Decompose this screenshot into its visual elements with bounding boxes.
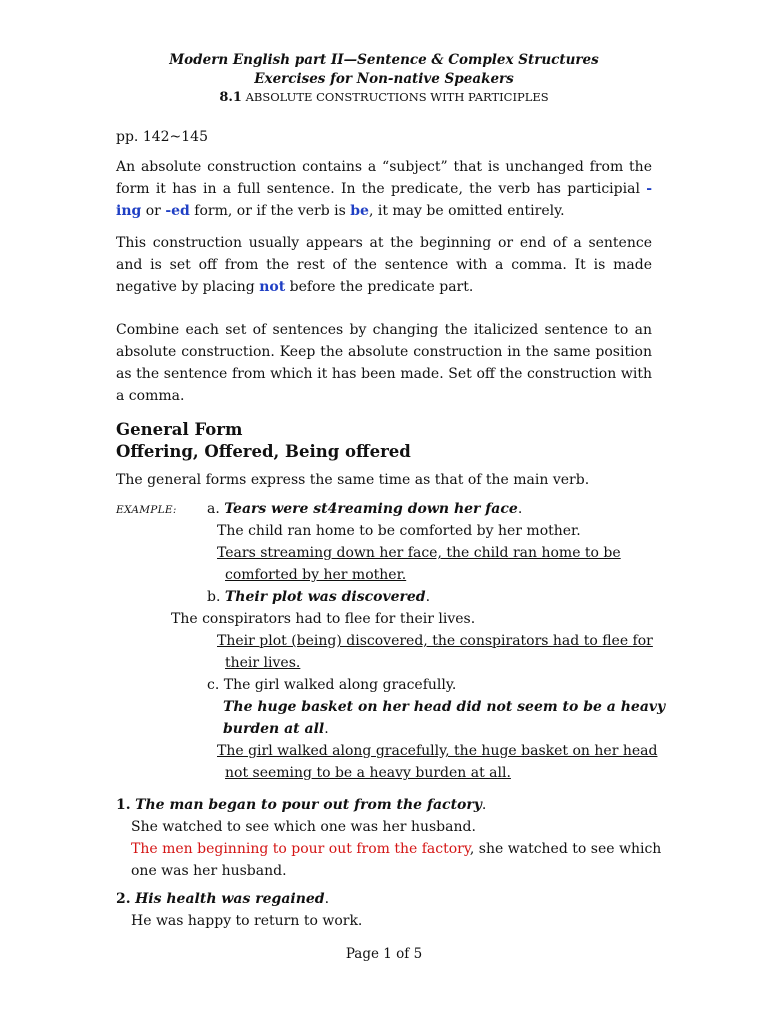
example-c-answer-1: The girl walked along gracefully, the huge basket on her head	[217, 743, 658, 759]
example-a-sentence: The child ran home to be comforted by her mother.	[217, 523, 581, 539]
intro-paragraph-2: This construction usually appears at the beginning or end of a sentence and is set off from the rest of the sentence with a comma. It is made negative by placing not before the predicate part.	[116, 235, 652, 295]
not-word: not	[259, 279, 286, 295]
be-verb: be	[350, 203, 369, 219]
ing-suffix: -ing	[116, 181, 652, 219]
example-a-answer-2: comforted by her mother.	[225, 567, 407, 583]
exercise-2-italic: 2. His health was regained.	[116, 891, 330, 907]
exercise-1-answer-1: The men beginning to pour out from the factory, she watched to see which	[131, 841, 662, 857]
exercise-1-answer-highlight: The men beginning to pour out from the factory	[131, 841, 470, 857]
example-b-answer-1: Their plot (being) discovered, the conspirators had to flee for	[217, 633, 653, 649]
intro-paragraph-1: An absolute construction contains a “subject” that is unchanged from the form it has in a full sentence. In the predicate, the verb has participial -ing or -ed form, or if the verb is be, it may be omitted entirely.	[116, 159, 652, 219]
page-number: Page 1 of 5	[345, 946, 423, 962]
general-form-subheading: Offering, Offered, Being offered	[116, 442, 411, 461]
example-b-italic: b. Their plot was discovered.	[207, 589, 431, 605]
exercise-1-italic: 1. The man began to pour out from the factory.	[116, 797, 487, 813]
example-a-italic: a. Tears were st4reaming down her face.	[207, 501, 523, 517]
section-heading	[0, 90, 768, 105]
exercise-2-sentence: He was happy to return to work.	[131, 913, 363, 929]
example-c-italic-1: The huge basket on her head did not seem to be a heavy	[223, 699, 666, 715]
section-number: 8.1	[219, 90, 242, 105]
ed-suffix: -ed	[165, 203, 190, 219]
example-c-answer-2: not seeming to be a heavy burden at all.	[225, 765, 511, 781]
exercise-1-number: 1.	[116, 797, 131, 813]
example-c-italic-2: burden at all.	[223, 721, 329, 737]
document-subtitle: Exercises for Non-native Speakers	[254, 71, 514, 87]
example-a-answer-1: Tears streaming down her face, the child ran home to be	[217, 545, 621, 561]
example-b-answer-2: their lives.	[225, 655, 301, 671]
exercise-1-sentence: She watched to see which one was her husband.	[131, 819, 476, 835]
example-b-sentence: The conspirators had to flee for their lives.	[171, 611, 476, 627]
pages-reference: pp. 142~145	[116, 129, 208, 145]
general-form-heading: General Form	[116, 420, 243, 439]
document-title: Modern English part II—Sentence & Complex Structures	[169, 52, 599, 68]
instructions-paragraph: Combine each set of sentences by changing the italicized sentence to an absolute construction. Keep the absolute construction in the same position as the sentence from which it has been made. Set off the construction with a comma.	[116, 322, 652, 404]
example-c-sentence: c. The girl walked along gracefully.	[207, 677, 457, 693]
example-label: EXAMPLE:	[116, 504, 177, 516]
general-form-description: The general forms express the same time as that of the main verb.	[116, 472, 590, 488]
section-title: ABSOLUTE CONSTRUCTIONS WITH PARTICIPLES	[245, 90, 549, 104]
exercise-1-answer-2: one was her husband.	[131, 863, 287, 879]
exercise-2-number: 2.	[116, 891, 131, 907]
